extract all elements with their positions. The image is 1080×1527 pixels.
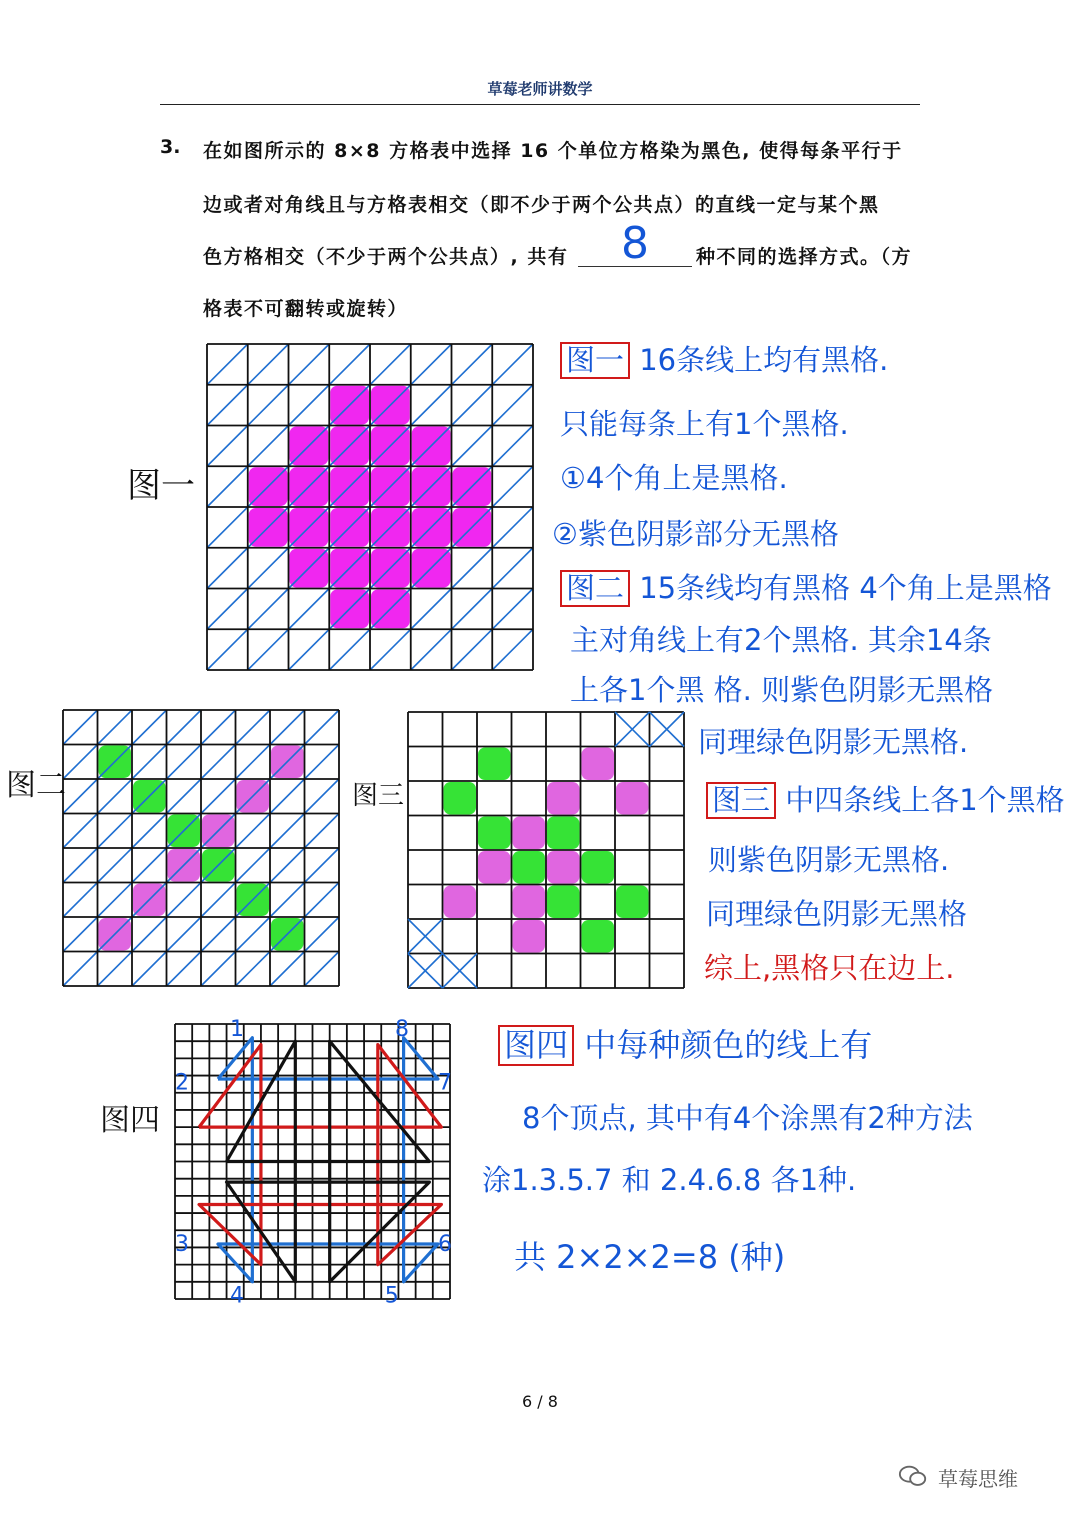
note-fig3-line3: 同理绿色阴影无黑格 bbox=[706, 897, 968, 931]
diagonal-line bbox=[63, 710, 98, 745]
violet-shaded-cell bbox=[513, 920, 546, 953]
note-fig3-line1 bbox=[706, 778, 1065, 819]
violet-shaded-cell bbox=[478, 851, 511, 884]
diagonal-line bbox=[207, 548, 248, 589]
note-fig4-tag: 图四 bbox=[498, 1025, 574, 1066]
note-fig4-text1: 中每种颜色的线上有 bbox=[584, 1026, 873, 1064]
answer-value: 8 bbox=[621, 218, 649, 269]
diagonal-line bbox=[452, 548, 493, 589]
diagonal-line bbox=[329, 344, 370, 385]
diagonal-line bbox=[207, 507, 248, 548]
fig4-grid bbox=[175, 1017, 452, 1309]
fig2-label: 图二 bbox=[6, 768, 66, 803]
question-line-3-tail: 种不同的选择方式。（方 bbox=[696, 246, 913, 268]
diagonal-line bbox=[270, 883, 305, 918]
diagonal-line bbox=[411, 385, 452, 426]
note-fig3-tag: 图三 bbox=[706, 782, 776, 819]
violet-shaded-cell bbox=[547, 851, 580, 884]
diagonal-line bbox=[492, 507, 533, 548]
diagonal-line bbox=[201, 917, 236, 952]
diagonal-line bbox=[452, 589, 493, 630]
violet-shaded-cell bbox=[547, 782, 580, 815]
diagonal-line bbox=[132, 710, 167, 745]
diagonal-line bbox=[305, 952, 340, 987]
note-fig1-line4: ②紫色阴影部分无黑格 bbox=[552, 517, 839, 551]
vertex-number-4: 4 bbox=[230, 1283, 244, 1309]
green-shaded-cell bbox=[616, 886, 649, 919]
note-fig2-text1: 15条线均有黑格 4个角上是黑格 bbox=[639, 571, 1052, 605]
green-shaded-cell bbox=[513, 851, 546, 884]
brand-name: 草莓思维 bbox=[938, 1467, 1018, 1491]
green-shaded-cell bbox=[582, 851, 615, 884]
diagonal-line bbox=[167, 779, 202, 814]
diagonal-line bbox=[132, 814, 167, 849]
note-fig2-line2: 主对角线上有2个黑格. 其余14条 bbox=[570, 623, 992, 657]
diagonal-line bbox=[236, 710, 271, 745]
note-fig2-tag: 图二 bbox=[560, 570, 630, 607]
question-line-2: 边或者对角线且与方格表相交（即不少于两个公共点）的直线一定与某个黑 bbox=[203, 194, 880, 216]
diagonal-line bbox=[289, 385, 330, 426]
diagonal-line bbox=[98, 848, 133, 883]
diagonal-line bbox=[201, 952, 236, 987]
diagonal-line bbox=[289, 344, 330, 385]
fig3-label: 图三 bbox=[352, 781, 405, 811]
green-shaded-cell bbox=[444, 782, 477, 815]
diagonal-line bbox=[132, 917, 167, 952]
diagonal-line bbox=[248, 385, 289, 426]
diagonal-line bbox=[98, 779, 133, 814]
violet-shaded-cell bbox=[616, 782, 649, 815]
diagonal-line bbox=[63, 848, 98, 883]
note-fig1-line3: ①4个角上是黑格. bbox=[560, 461, 788, 495]
diagonal-line bbox=[236, 917, 271, 952]
diagonal-line bbox=[270, 848, 305, 883]
diagonal-line bbox=[305, 848, 340, 883]
violet-shaded-cell bbox=[513, 886, 546, 919]
fig3-grid bbox=[408, 712, 684, 988]
diagonal-line bbox=[207, 589, 248, 630]
diagonal-line bbox=[98, 883, 133, 918]
diagonal-line bbox=[492, 548, 533, 589]
note-fig2-line1 bbox=[560, 566, 1052, 607]
green-shaded-cell bbox=[547, 886, 580, 919]
diagonal-line bbox=[98, 952, 133, 987]
diagonal-line bbox=[492, 344, 533, 385]
diagonal-line bbox=[132, 745, 167, 780]
diagonal-line bbox=[492, 426, 533, 467]
violet-shaded-cell bbox=[513, 817, 546, 850]
note-fig3-line4: 综上,黑格只在边上. bbox=[704, 951, 955, 985]
diagonal-line bbox=[63, 779, 98, 814]
diagonal-line bbox=[63, 952, 98, 987]
diagonal-line bbox=[248, 589, 289, 630]
diagonal-line bbox=[63, 917, 98, 952]
diagonal-line bbox=[370, 629, 411, 670]
diagonal-line bbox=[201, 779, 236, 814]
note-fig4-line1 bbox=[498, 1020, 872, 1066]
vertex-number-1: 1 bbox=[230, 1017, 244, 1043]
violet-shaded-cell bbox=[444, 886, 477, 919]
note-fig4-line3: 涂1.3.5.7 和 2.4.6.8 各1种. bbox=[482, 1163, 857, 1197]
diagonal-line bbox=[452, 629, 493, 670]
diagonal-line bbox=[207, 629, 248, 670]
diagonal-line bbox=[132, 952, 167, 987]
diagonal-line bbox=[270, 952, 305, 987]
green-shaded-cell bbox=[582, 920, 615, 953]
note-fig2-line3: 上各1个黑 格. 则紫色阴影无黑格 bbox=[570, 673, 994, 707]
diagonal-line bbox=[370, 344, 411, 385]
diagonal-line bbox=[167, 883, 202, 918]
question-line-1: 在如图所示的 8×8 方格表中选择 16 个单位方格染为黑色, 使得每条平行于 bbox=[203, 140, 903, 162]
vertex-number-6: 6 bbox=[437, 1231, 452, 1257]
note-fig1-text1: 16条线上均有黑格. bbox=[639, 343, 889, 377]
vertex-number-5: 5 bbox=[384, 1283, 399, 1309]
note-fig1-tag: 图一 bbox=[560, 342, 630, 379]
diagonal-line bbox=[270, 814, 305, 849]
diagonal-line bbox=[329, 629, 370, 670]
question-line-3: 色方格相交（不少于两个公共点）, 共有 bbox=[203, 246, 569, 268]
diagonal-line bbox=[492, 385, 533, 426]
note-fig4-line4: 共 2×2×2=8 (种) bbox=[514, 1238, 786, 1276]
diagonal-line bbox=[98, 814, 133, 849]
header-rule bbox=[160, 104, 920, 105]
diagonal-line bbox=[305, 883, 340, 918]
diagonal-line bbox=[201, 745, 236, 780]
diagonal-line bbox=[492, 466, 533, 507]
diagonal-line bbox=[207, 385, 248, 426]
diagonal-line bbox=[248, 344, 289, 385]
wechat-icon bbox=[898, 1464, 928, 1488]
diagonal-line bbox=[248, 426, 289, 467]
vertex-number-3: 3 bbox=[175, 1231, 189, 1257]
diagonal-line bbox=[289, 589, 330, 630]
diagonal-line bbox=[167, 952, 202, 987]
diagonal-line bbox=[411, 344, 452, 385]
diagonal-line bbox=[452, 385, 493, 426]
diagonal-line bbox=[236, 814, 271, 849]
note-fig1-line2: 只能每条上有1个黑格. bbox=[560, 407, 849, 441]
diagonal-line bbox=[248, 548, 289, 589]
diagonal-line bbox=[207, 466, 248, 507]
diagonal-line bbox=[305, 814, 340, 849]
diagonal-line bbox=[236, 952, 271, 987]
fig1-label: 图一 bbox=[127, 466, 195, 506]
diagonal-line bbox=[167, 710, 202, 745]
note-fig2-line4: 同理绿色阴影无黑格. bbox=[698, 725, 969, 759]
diagonal-line bbox=[201, 883, 236, 918]
page-header: 草莓老师讲数学 bbox=[487, 80, 593, 98]
diagonal-line bbox=[289, 629, 330, 670]
diagonal-line bbox=[305, 917, 340, 952]
diagonal-line bbox=[492, 629, 533, 670]
question-number: 3. bbox=[160, 136, 181, 158]
diagonal-line bbox=[63, 883, 98, 918]
diagonal-line bbox=[411, 629, 452, 670]
diagonal-line bbox=[132, 848, 167, 883]
diagonal-line bbox=[236, 745, 271, 780]
diagonal-line bbox=[305, 779, 340, 814]
diagonal-line bbox=[63, 814, 98, 849]
note-fig1-line1 bbox=[560, 338, 888, 379]
diagonal-line bbox=[270, 779, 305, 814]
note-fig3-text1: 中四条线上各1个黑格 bbox=[785, 783, 1065, 817]
fig1-grid bbox=[207, 344, 533, 670]
question-line-4: 格表不可翻转或旋转） bbox=[203, 298, 409, 320]
diagonal-line bbox=[248, 629, 289, 670]
diagonal-line bbox=[305, 745, 340, 780]
diagonal-line bbox=[411, 589, 452, 630]
diagonal-line bbox=[270, 710, 305, 745]
green-shaded-cell bbox=[478, 817, 511, 850]
fig4-label: 图四 bbox=[100, 1103, 160, 1138]
vertex-number-7: 7 bbox=[437, 1070, 452, 1096]
note-fig4-line2: 8个顶点, 其中有4个涂黑有2种方法 bbox=[522, 1101, 973, 1135]
green-shaded-cell bbox=[547, 817, 580, 850]
fig2-grid bbox=[63, 710, 339, 986]
green-shaded-cell bbox=[478, 748, 511, 781]
page-number: 6 / 8 bbox=[522, 1392, 558, 1411]
diagonal-line bbox=[167, 745, 202, 780]
blue-path bbox=[218, 1038, 438, 1282]
vertex-number-8: 8 bbox=[395, 1017, 409, 1043]
diagonal-line bbox=[305, 710, 340, 745]
note-fig3-line2: 则紫色阴影无黑格. bbox=[708, 843, 950, 877]
violet-shaded-cell bbox=[582, 748, 615, 781]
diagonal-line bbox=[98, 710, 133, 745]
diagonal-line bbox=[452, 344, 493, 385]
diagonal-line bbox=[236, 848, 271, 883]
diagonal-line bbox=[201, 710, 236, 745]
diagonal-line bbox=[167, 917, 202, 952]
vertex-number-2: 2 bbox=[175, 1070, 189, 1096]
diagonal-line bbox=[492, 589, 533, 630]
diagonal-line bbox=[207, 426, 248, 467]
diagonal-line bbox=[63, 745, 98, 780]
diagonal-line bbox=[207, 344, 248, 385]
diagonal-line bbox=[452, 426, 493, 467]
